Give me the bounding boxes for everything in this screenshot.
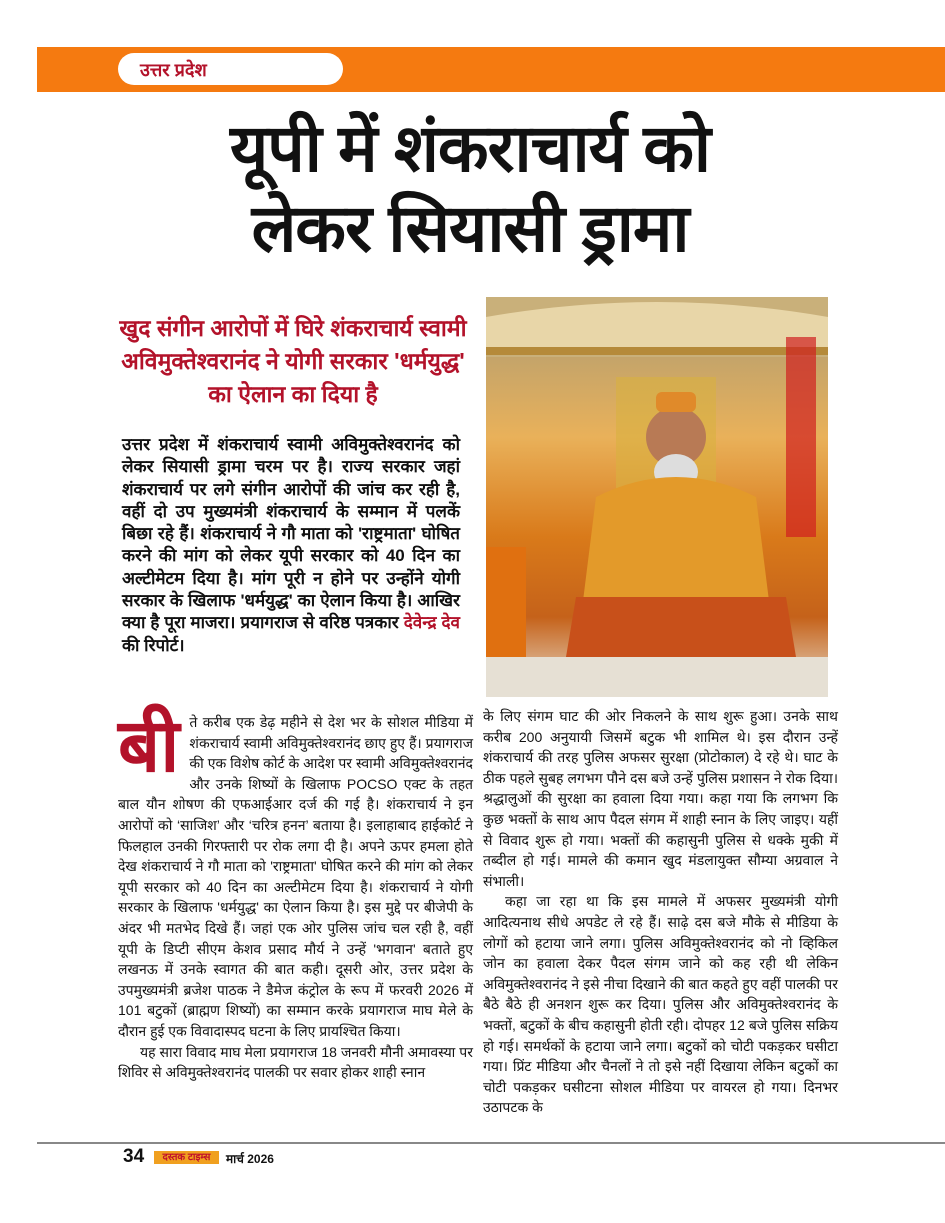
subheadline: खुद संगीन आरोपों में घिरे शंकराचार्य स्वामी अविमुक्तेश्वरानंद ने योगी सरकार 'धर्मयुद्ध' का ऐलान का दिया है: [119, 315, 467, 407]
body-paragraph: [118, 704, 473, 1042]
headline: [100, 108, 840, 268]
section-banner: [37, 47, 945, 92]
body-text: ते करीब एक डेढ़ महीने से देश भर के सोशल मीडिया में शंकराचार्य स्वामी अविमुक्तेश्वरानंद छाए हुए हैं। प्रयागराज की एक विशेष कोर्ट के आदेश पर स्वामी अविमुक्तेश्वरानंद और उनके शिष्यों के खिलाफ POCSO एक्ट के तहत बाल यौन शोषण की एफआईआर दर्ज की गई है। शंकराचार्य ने इन आरोपों को ‘साजिश’ और ‘चरित्र हनन’ बताया है। इलाहाबाद हाईकोर्ट ने फिलहाल उनकी गिरफ्तारी पर रोक लगा दी है। अपने ऊपर हमला होते देख शंकराचार्य ने गौ माता को 'राष्ट्रमाता' घोषित करने की मांग को लेकर यूपी सरकार को 40 दिन का अल्टीमेटम दिया है। शंकराचार्य ने योगी सरकार के खिलाफ 'धर्मयुद्ध' का ऐलान किया है। इस मुद्दे पर बीजेपी के अंदर भी मतभेद दिखे हैं। जहां एक ओर पुलिस जांच चल रही है, वहीं यूपी के डिप्टी सीएम केशव प्रसाद मौर्य ने उन्हें 'भगवान' बताते हुए लखनऊ में उनके स्वागत की बात कही। दूसरी ओर, उत्तर प्रदेश के उपमुख्यमंत्री ब्रजेश पाठक ने डैमेज कंट्रोल के रूप में फरवरी 2026 में 101 बटुकों (ब्राह्मण शिष्यों) का सम्मान करके प्रयागराज माघ मेले के दौरान हुई एक विवादास्पद घटना के लिए प्रायश्चित किया।: [118, 714, 473, 1039]
drop-cap: बी: [118, 704, 180, 787]
intro-text: उत्तर प्रदेश में शंकराचार्य स्वामी अविमुक्तेश्वरानंद को लेकर सियासी ड्रामा चरम पर है। राज्य सरकार जहां शंकराचार्य पर लगे संगीन आरोपों की जांच कर रही है, वहीं दो उप मुख्यमंत्री शंकराचार्य के सम्मान में पलकें बिछा रहे हैं। शंकराचार्य ने गौ माता को 'राष्ट्रमाता' घोषित करने की मांग को लेकर यूपी सरकार को 40 दिन का अल्टीमेटम दिया है। मांग पूरी न होने पर उन्होंने योगी सरकार के खिलाफ 'धर्मयुद्ध' का ऐलान किया है। आखिर क्या है पूरा माजरा। प्रयागराज से वरिष्ठ पत्रकार: [122, 435, 460, 633]
issue-date: मार्च 2026: [226, 1152, 274, 1166]
body-paragraph: कहा जा रहा था कि इस मामले में अफसर मुख्यमंत्री योगी आदित्यनाथ सीधे अपडेट ले रहे हैं। साढ़े दस बजे मौके से मीडिया के लोगों को हटाया जाने लगा। पुलिस अविमुक्तेश्वरानंद को नो व्हिकिल जोन का हवाला देकर पैदल संगम जाने को कह रही थी लेकिन अविमुक्तेश्वरानंद ने इसे नीचा दिखाने की बात कहते हुए वहीं पालकी पर बैठे बैठे ही अनशन शुरू कर दिया। पुलिस और अविमुक्तेश्वरानंद के भक्तों, बटुकों के बीच कहासुनी होती रही। दोपहर 12 बजे पुलिस सक्रिय हो गई। समर्थकों के हटाया जाने लगा। बटुकों को चोटी पकड़कर घसीटा गया। प्रिंट मीडिया और चैनलों ने तो इसे नहीं दिखाया लेकिन बटुकों का चोटी पकड़कर घसीटना सोशल मीडिया पर वायरल हो गया। दिनभर उठापटक के: [483, 893, 838, 1116]
body-column-left: [118, 704, 473, 1083]
page-number: 34: [123, 1146, 145, 1167]
footer-divider: [37, 1142, 945, 1144]
section-label: उत्तर प्रदेश: [140, 60, 207, 80]
body-paragraph: के लिए संगम घाट की ओर निकलने के साथ शुरू हुआ। उनके साथ करीब 200 अनुयायी जिसमें बटुक भी शामिल थे। इस दौरान उन्हें शंकराचार्य की तरह पुलिस अफसर सुरक्षा (प्रोटोकाल) दे रहे थे। घाट के ठीक पहले सुबह लगभग पौने दस बजे उन्हें पुलिस प्रशासन ने रोक दिया। श्रद्धालुओं की सुरक्षा का हवाला दिया गया। कहा गया कि लगभग कि कुछ भक्तों के साथ आप पैदल संगम में शाही स्नान के लिए जाइए। यहीं से विवाद शुरू हो गया। भक्तों की कहासुनी पुलिस से धक्के मुकी में तब्दील हो गई। मामले की कमान खुद मंडलायुक्त सौम्या अग्रवाल ने संभाली।: [483, 708, 838, 889]
author-name: देवेन्द्र देव: [403, 613, 460, 633]
body-paragraph: यह सारा विवाद माघ मेला प्रयागराज 18 जनवरी मौनी अमावस्या पर शिविर से अविमुक्तेश्वरानंद पालकी पर सवार होकर शाही स्नान: [118, 1043, 473, 1081]
headline-line-1: यूपी में शंकराचार्य को: [229, 111, 711, 185]
shankaracharya-photo: [486, 297, 828, 697]
intro-paragraph: [122, 434, 460, 657]
photo-illustration: [486, 297, 828, 697]
magazine-logo: दस्तक टाइम्स: [154, 1151, 219, 1164]
section-pill: [118, 53, 343, 85]
headline-line-2: लेकर सियासी ड्रामा: [251, 191, 689, 265]
intro-suffix: की रिपोर्ट।: [122, 635, 185, 655]
body-column-right: [483, 706, 838, 1118]
